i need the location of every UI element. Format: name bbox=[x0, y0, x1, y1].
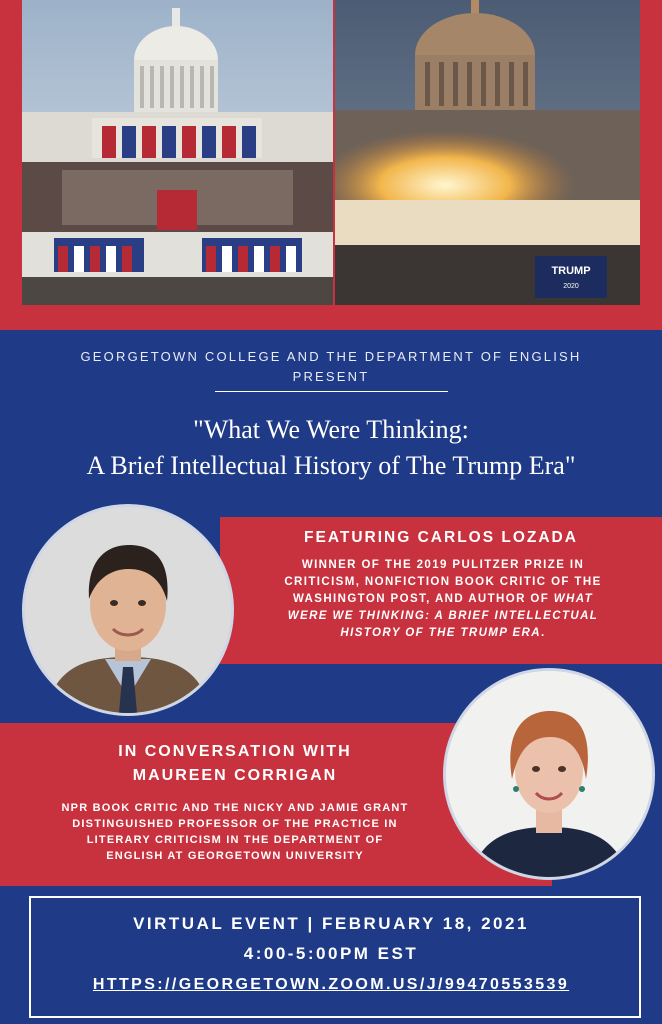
conversation-bio-line1: NPR BOOK CRITIC AND THE NICKY AND JAMIE GRANT bbox=[61, 802, 409, 814]
featured-bio-line3 bbox=[232, 591, 654, 608]
featured-book-title-part2: WERE WE THINKING: A BRIEF INTELLECTUAL bbox=[287, 610, 599, 622]
conversation-bio-line3: LITERARY CRITICISM IN THE DEPARTMENT OF bbox=[86, 834, 384, 846]
featured-bio-line2: CRITICISM, NONFICTION BOOK CRITIC OF THE bbox=[284, 576, 602, 588]
featured-bio-line1: WINNER OF THE 2019 PULITZER PRIZE IN bbox=[301, 559, 585, 571]
header-divider bbox=[215, 391, 448, 392]
featured-bio-line4 bbox=[232, 608, 654, 625]
featured-bio-end: . bbox=[540, 627, 546, 639]
conversation-heading-line2: MAUREEN CORRIGAN bbox=[132, 767, 338, 784]
featured-bio bbox=[232, 557, 654, 642]
conversation-bio-line2: DISTINGUISHED PROFESSOR OF THE PRACTICE IN bbox=[72, 818, 398, 830]
banner-year-text: 2020 bbox=[563, 283, 579, 290]
present-line: PRESENT bbox=[292, 369, 370, 384]
zoom-link[interactable]: HTTPS://GEORGETOWN.ZOOM.US/J/99470553539 bbox=[92, 976, 570, 993]
featured-bio-line5 bbox=[232, 625, 654, 642]
event-time: 4:00-5:00PM EST bbox=[243, 944, 419, 963]
event-title-line2: A Brief Intellectual History of The Trump Era" bbox=[86, 451, 576, 480]
event-date: VIRTUAL EVENT | FEBRUARY 18, 2021 bbox=[133, 914, 529, 933]
featured-bio-line3-text: WASHINGTON POST, AND AUTHOR OF bbox=[292, 593, 550, 605]
conversation-bio-line4: ENGLISH AT GEORGETOWN UNIVERSITY bbox=[106, 850, 364, 862]
maureen-corrigan-portrait bbox=[443, 668, 655, 880]
event-title-line1: "What We Were Thinking: bbox=[193, 415, 469, 444]
conversation-heading-line1: IN CONVERSATION WITH bbox=[118, 743, 352, 760]
featured-book-title-part1: WHAT bbox=[553, 593, 594, 605]
carlos-lozada-portrait bbox=[22, 504, 234, 716]
presenter-line: GEORGETOWN COLLEGE AND THE DEPARTMENT OF ENGLISH bbox=[80, 349, 582, 364]
inauguration-photo bbox=[22, 0, 333, 305]
conversation-heading bbox=[0, 740, 470, 788]
conversation-bio bbox=[0, 800, 470, 864]
trump-banner-text: TRUMP bbox=[551, 265, 591, 277]
capitol-riot-photo bbox=[335, 0, 640, 305]
featured-heading: FEATURING CARLOS LOZADA bbox=[304, 529, 578, 546]
featured-book-title-part3: HISTORY OF THE TRUMP ERA bbox=[340, 627, 541, 639]
